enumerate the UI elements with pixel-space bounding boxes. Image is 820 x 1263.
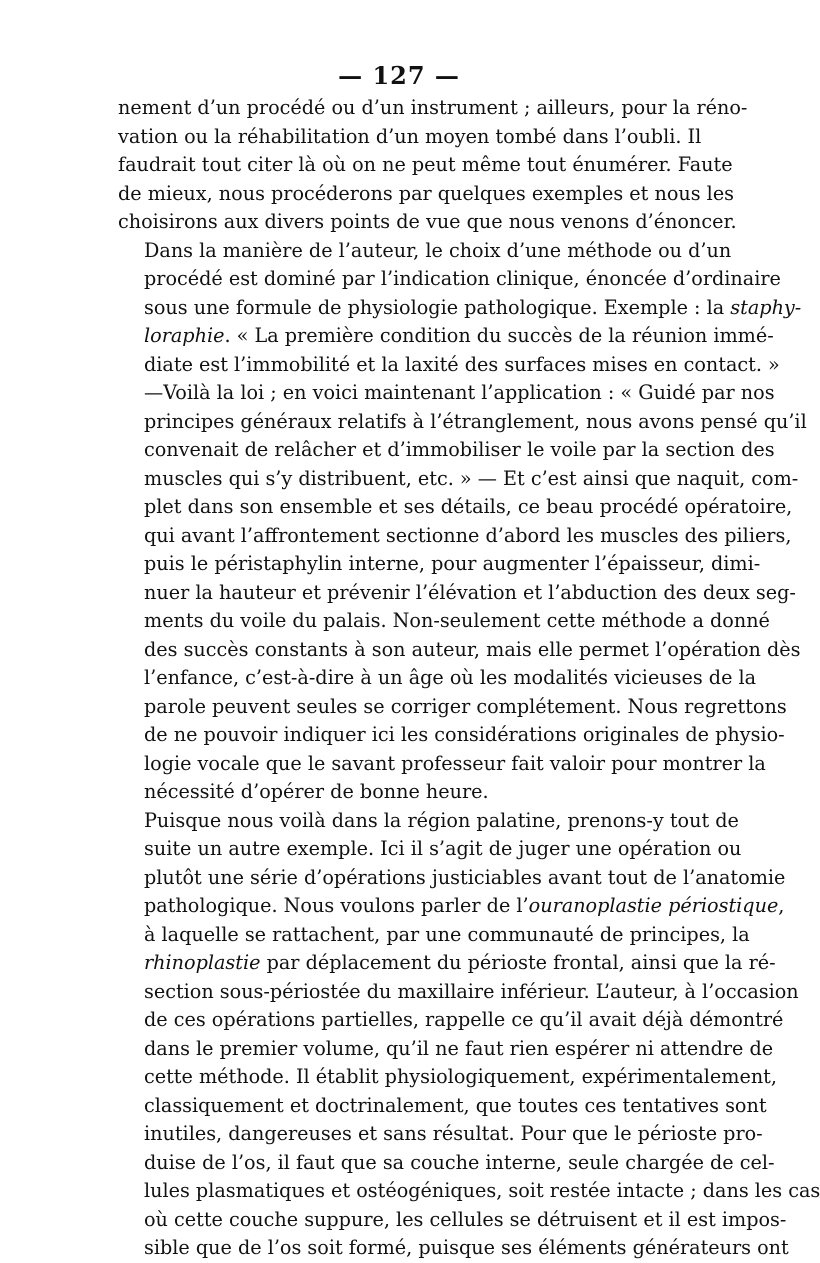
text-line: à laquelle se rattachent, par une communauté de principes, la xyxy=(144,922,750,946)
text-line: où cette couche suppure, les cellules se détruisent et il est impos- xyxy=(144,1207,787,1231)
text-line: pathologique. Nous voulons parler de l’ouranoplastie périostique, xyxy=(144,894,785,917)
text-line: qui avant l’affrontement sectionne d’abord les muscles des piliers, xyxy=(144,523,792,547)
text-line: procédé est dominé par l’indication clinique, énoncée d’ordinaire xyxy=(144,267,781,290)
text-line: puis le péristaphylin interne, pour augmenter l’épaisseur, dimi- xyxy=(144,552,761,575)
text-line: sous une formule de physiologie pathologique. Exemple : la staphy- xyxy=(144,295,802,319)
text-line: section sous-périostée du maxillaire inférieur. L’auteur, à l’occasion xyxy=(144,979,799,1003)
text-line: parole peuvent seules se corriger complétement. Nous regrettons xyxy=(144,694,787,718)
text-line: principes généraux relatifs à l’étranglement, nous avons pensé qu’il xyxy=(144,409,807,433)
text-line: choisirons aux divers points de vue que nous venons d’énoncer. xyxy=(118,210,737,233)
text-line: diate est l’immobilité et la laxité des surfaces mises en contact. » xyxy=(144,352,780,376)
text-line: muscles qui s’y distribuent, etc. » — Et c’est ainsi que naquit, com- xyxy=(144,466,799,490)
text-line: vation ou la réhabilitation d’un moyen tombé dans l’oubli. Il xyxy=(118,124,702,148)
paragraph xyxy=(118,94,748,237)
text-line: nécessité d’opérer de bonne heure. xyxy=(144,780,489,803)
book-page xyxy=(118,58,820,1259)
text-line: de mieux, nous procéderons par quelques exemples et nous les xyxy=(118,181,735,205)
text-line: Puisque nous voilà dans la région palatine, prenons-y tout de xyxy=(144,808,739,832)
text-line: lules plasmatiques et ostéogéniques, soit restée intacte ; dans les cas xyxy=(144,1179,820,1202)
text-line: convenait de relâcher et d’immobiliser le voile par la section des xyxy=(144,438,775,461)
text-line: inutiles, dangereuses et sans résultat. Pour que le périoste pro- xyxy=(144,1122,763,1145)
italic-term: staphy- xyxy=(730,295,802,319)
text-line: de ces opérations partielles, rappelle ce qu’il avait déjà démontré xyxy=(144,1008,784,1031)
body-text xyxy=(118,94,820,1263)
text-line: de ne pouvoir indiquer ici les considérations originales de physio- xyxy=(144,723,785,746)
text-line: plet dans son ensemble et ses détails, ce beau procédé opératoire, xyxy=(144,495,793,518)
text-line: sible que de l’os soit formé, puisque ses éléments générateurs ont xyxy=(144,1236,789,1259)
text-line: des succès constants à son auteur, mais elle permet l’opération dès xyxy=(144,637,801,661)
text-line: suite un autre exemple. Ici il s’agit de juger une opération ou xyxy=(144,837,742,860)
paragraph xyxy=(118,237,807,807)
text-line: duise de l’os, il faut que sa couche interne, seule chargée de cel- xyxy=(144,1150,775,1174)
text-line: dans le premier volume, qu’il ne faut rien espérer ni attendre de xyxy=(144,1036,774,1060)
text-line: l’enfance, c’est-à-dire à un âge où les modalités vicieuses de la xyxy=(144,666,757,689)
text-line: logie vocale que le savant professeur fait valoir pour montrer la xyxy=(144,751,766,775)
text-line: nement d’un procédé ou d’un instrument ; ailleurs, pour la réno- xyxy=(118,96,748,119)
text-line: faudrait tout citer là où on ne peut même tout énumérer. Faute xyxy=(118,153,733,176)
italic-term: ouranoplastie périostique xyxy=(528,894,779,917)
text-line: classiquement et doctrinalement, que toutes ces tentatives sont xyxy=(144,1093,767,1117)
text-line: rhinoplastie par déplacement du périoste frontal, ainsi que la ré- xyxy=(144,951,776,974)
text-line: ments du voile du palais. Non-seulement cette méthode a donné xyxy=(144,609,770,632)
text-line: —Voilà la loi ; en voici maintenant l’application : « Guidé par nos xyxy=(144,381,775,404)
text-line: cette méthode. Il établit physiologiquement, expérimentalement, xyxy=(144,1065,777,1088)
text-line: plutôt une série d’opérations justiciables avant tout de l’anatomie xyxy=(144,865,786,889)
text-line: nuer la hauteur et prévenir l’élévation et l’abduction des deux seg- xyxy=(144,580,796,604)
italic-term: loraphie xyxy=(144,324,225,347)
text-line: loraphie. « La première condition du succès de la réunion immé- xyxy=(144,324,774,347)
text-line: Dans la manière de l’auteur, le choix d’une méthode ou d’un xyxy=(144,238,732,262)
italic-term: rhinoplastie xyxy=(144,951,261,974)
page-number: — 127 — xyxy=(338,61,460,90)
paragraph xyxy=(118,807,820,1263)
